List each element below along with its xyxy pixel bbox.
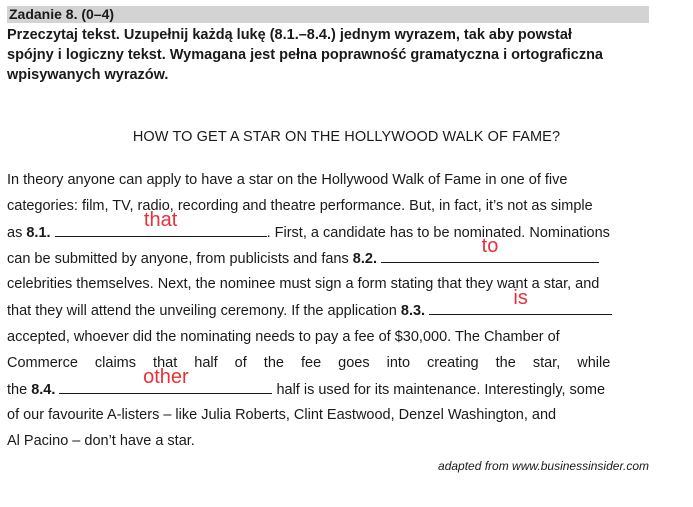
instruction-line-1: Przeczytaj tekst. Uzupełnij każdą lukę (8.1.–8.4.) jednym wyrazem, tak aby powstał — [7, 27, 572, 43]
gap-8-2-answer: to — [481, 235, 499, 257]
instruction-line-3: wpisywanych wyrazów. — [7, 67, 169, 83]
gap-number-8-3: 8.3. — [400, 303, 426, 319]
article-line-1: In theory anyone can apply to have a star on the Hollywood Walk of Fame in one of five — [7, 172, 568, 188]
article-line-4: can be submitted by anyone, from publicists and fans 8.2. to — [7, 248, 649, 269]
gap-8-1-answer: that — [143, 209, 178, 231]
gap-8-2-field[interactable] — [381, 235, 599, 263]
task-instruction — [7, 25, 649, 85]
article-line-7: accepted, whoever did the nominating needs to pay a fee of $30,000. The Chamber of — [7, 329, 560, 345]
gap-8-4-answer: other — [143, 366, 189, 388]
task-label: Zadanie 8. (0–4) — [9, 6, 115, 22]
article-line-10: of our favourite A-listers – like Julia Roberts, Clint Eastwood, Denzel Washington, and — [7, 407, 557, 423]
article-line-2: categories: film, TV, radio, recording and theatre performance. But, in fact, it’s not as simple — [7, 198, 593, 214]
gap-number-8-4: 8.4. — [31, 382, 56, 398]
gap-8-3-answer: is — [513, 287, 528, 309]
gap-number-8-1: 8.1. — [26, 225, 51, 241]
article-line-5: celebrities themselves. Next, the nominee must sign a form stating that they want a star, and — [7, 276, 600, 292]
gap-8-1-field[interactable] — [55, 209, 267, 237]
article-line-8: Commerce claims that half of the fee goes into creating the star, while — [7, 355, 611, 371]
article-line-11: Al Pacino – don’t have a star. — [7, 433, 195, 449]
gap-number-8-2: 8.2. — [352, 251, 377, 267]
source-credit: adapted from www.businessinsider.com — [438, 459, 649, 473]
article-line-6: that they will attend the unveiling ceremony. If the application 8.3. is — [7, 300, 649, 321]
task-header — [7, 6, 649, 23]
gap-8-3-field[interactable] — [429, 287, 612, 315]
gap-8-4-field[interactable] — [59, 366, 272, 394]
article-line-3: as 8.1. that . First, a candidate has to be nominated. Nominations — [7, 209, 610, 241]
instruction-line-2: spójny i logiczny tekst. Wymagana jest pełna poprawność gramatyczna i ortograficzna — [7, 47, 603, 63]
article-title: HOW TO GET A STAR ON THE HOLLYWOOD WALK OF FAME? — [132, 129, 561, 145]
article-line-9: the 8.4. other half is used for its maintenance. Interestingly, some — [7, 366, 606, 398]
